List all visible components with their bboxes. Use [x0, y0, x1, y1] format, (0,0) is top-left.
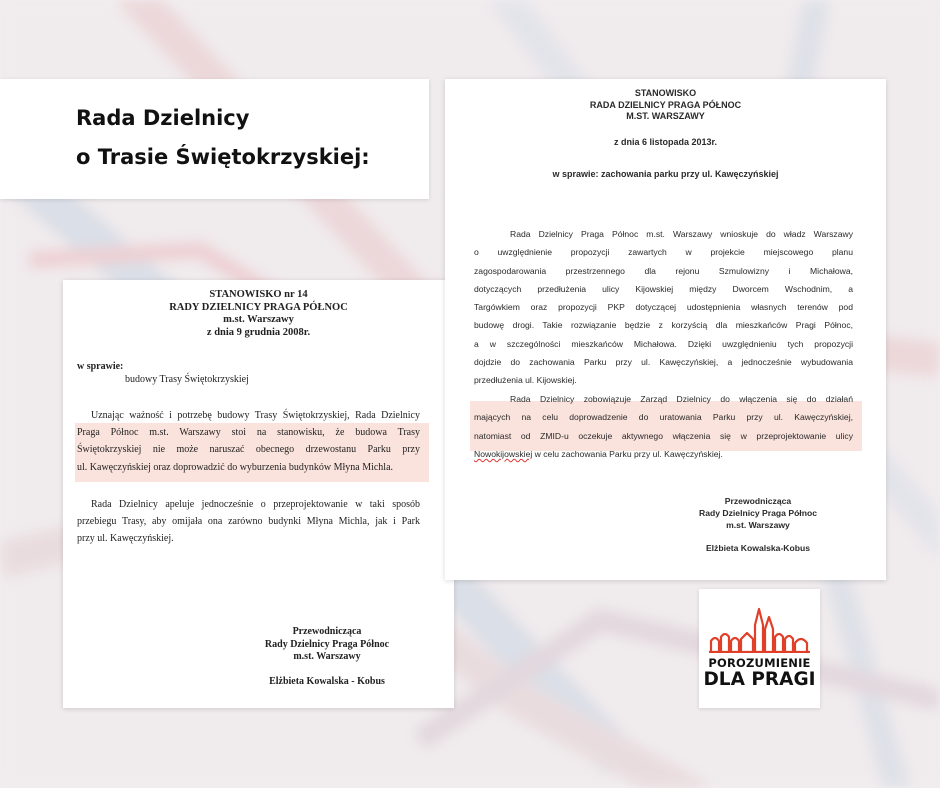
- doc2013-p1-line: Targówkiem oraz propozycji PKP dotyczącej udostępnienia własnych terenów pod: [474, 302, 853, 313]
- doc2008-p2-line: Rada Dzielnicy apeluje jednocześnie o przeprojektowanie w taki sposób: [91, 499, 420, 510]
- logo-line-2: DLA PRAGI: [703, 669, 816, 690]
- skyline-icon: [709, 603, 810, 653]
- doc2013-sig-2: Rady Dzielnicy Praga Północ: [699, 507, 817, 518]
- doc2008-sprawie-text: budowy Trasy Świętokrzyskiej: [125, 374, 249, 385]
- doc2013-sig-3: m.st. Warszawy: [726, 519, 790, 530]
- doc2013-p1-line: zagospodarowania przestrzennego dla rejonu Szmulowizny i Michałowa,: [474, 265, 853, 276]
- doc2008-sprawie-label: w sprawie:: [77, 361, 124, 372]
- doc2013-sig-name: Elżbieta Kowalska-Kobus: [705, 543, 811, 554]
- doc2008-sig-2: Rady Dzielnicy Praga Północ: [264, 638, 390, 650]
- doc2008-p1-line: Uznając ważność i potrzebę budowy Trasy Świętokrzyskiej, Rada Dzielnicy: [91, 410, 420, 421]
- doc2008-sig-1: Przewodnicząca: [292, 626, 362, 637]
- doc2008-date: z dnia 9 grudnia 2008r.: [206, 326, 311, 338]
- doc2008-paragraph-2: [77, 496, 420, 547]
- document-2008: [63, 280, 454, 708]
- doc2013-p1-line: Rada Dzielnicy Praga Północ m.st. Warszawy wnioskuje do władz Warszawy: [510, 229, 853, 239]
- doc2013-heading-2: RADA DZIELNICY PRAGA PÓŁNOC: [589, 99, 742, 110]
- doc2008-heading-1: STANOWISKO nr 14: [209, 289, 308, 300]
- doc2013-p1-line: dojdzie do zachowania Parku przy ul. Kawęczyńskiej, a jednocześnie wybudowania: [474, 357, 853, 368]
- doc2013-p1-line: a w szczególności mieszkańców Michałowa. Dzięki uwzględnieniu tych propozycji: [474, 338, 853, 349]
- doc2008-paragraph-1: [77, 407, 420, 476]
- doc2013-date: z dnia 6 listopada 2013r.: [613, 137, 718, 147]
- doc2013-paragraph-2: [474, 390, 853, 463]
- doc2013-p2-line: Rada Dzielnicy zobowiązuje Zarząd Dzielnicy do włączenia się do działań: [510, 394, 853, 404]
- doc2008-sig-name: Elżbieta Kowalska - Kobus: [269, 675, 385, 687]
- doc2013-p1-line: przedłużenia ul. Kijowskiej.: [474, 375, 577, 386]
- doc2013-p1-line: budowę drogi. Takie rozwiązanie będzie z korzyścią dla mieszkańców Pragi Północ,: [474, 320, 853, 331]
- heading-box: [0, 79, 429, 199]
- doc2013-signature-block: [672, 496, 844, 555]
- doc2008-p1-line: Świętokrzyskiej nie może naruszać obecnego drzewostanu Parku przy: [77, 444, 420, 456]
- document-2013: [445, 79, 886, 580]
- doc2008-heading-3: m.st. Warszawy: [223, 314, 294, 325]
- doc2013-p1-line: dotyczących przedłużenia ulicy Kijowskiej między Dworcem Wschodnim, a: [474, 283, 853, 294]
- doc2013-p2-last-rest: w celu zachowania Parku przy ul. Kawęczyńskiej.: [532, 448, 723, 459]
- doc2013-heading-1: STANOWISKO: [634, 88, 697, 98]
- doc2013-heading-3: M.ST. WARSZAWY: [626, 111, 705, 121]
- doc2008-p1-line: Praga Północ m.st. Warszawy stoi na stanowisku, że budowa Trasy: [77, 427, 420, 439]
- doc2013-p2-last-line: [474, 445, 853, 463]
- heading-line-1: Rada Dzielnicy: [76, 106, 250, 130]
- doc2013-p2-line: natomiast od ZMID-u oczekuje aktywnego włączenia się w przeprojektowanie ulicy: [474, 430, 853, 441]
- doc2013-misspelled-word: Nowokijowskiej: [474, 448, 533, 459]
- doc2008-p2-line: przy ul. Kawęczyńskiej.: [77, 533, 174, 544]
- doc2013-paragraph-1: [474, 225, 853, 390]
- doc2008-sig-3: m.st. Warszawy: [293, 651, 361, 662]
- porozumienie-dla-pragi-logo: [699, 589, 820, 708]
- doc2008-p1-line: ul. Kawęczyńskiej oraz doprowadzić do wyburzenia budynków Młyna Michla.: [77, 461, 394, 473]
- logo-line-1: POROZUMIENIE: [708, 656, 811, 670]
- doc2008-signature-block: [239, 626, 415, 688]
- doc2013-subject: w sprawie: zachowania parku przy ul. Kawęczyńskiej: [552, 169, 779, 179]
- doc2013-p1-line: o uwzględnienie propozycji zawartych w projekcie miejscowego planu: [474, 247, 853, 258]
- doc2008-p2-line: przebiegu Trasy, aby omijała ona zarówno budynki Młyna Michla, jak i Park: [77, 516, 420, 527]
- doc2013-sig-1: Przewodnicząca: [724, 496, 792, 506]
- doc2013-p2-line: mających na celu doprowadzenie do uratowania Parku przy ul. Kawęczyńskiej,: [474, 412, 853, 423]
- doc2008-heading-2: RADY DZIELNICY PRAGA PÓŁNOC: [169, 301, 348, 313]
- heading-line-2: o Trasie Świętokrzyskiej:: [76, 145, 370, 169]
